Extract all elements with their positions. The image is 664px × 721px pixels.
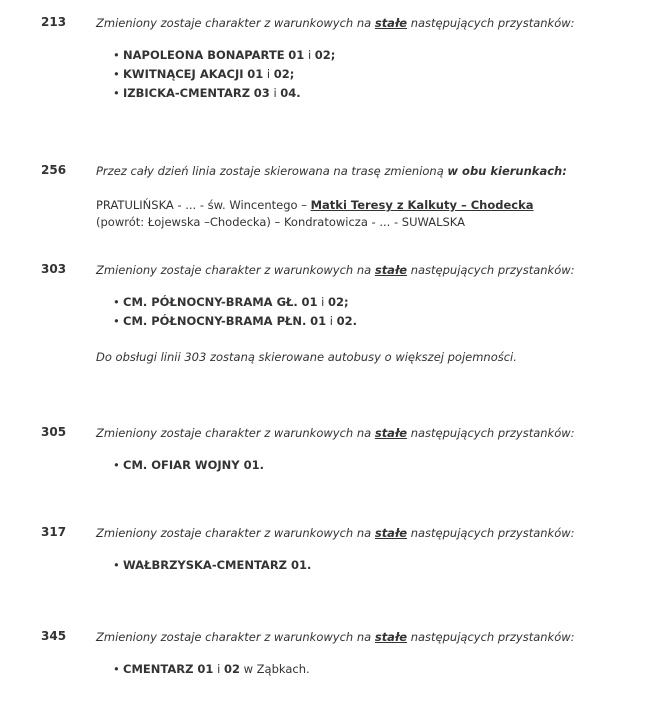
stale-word: stałe <box>374 526 408 540</box>
stop-list <box>96 456 636 475</box>
entry-intro: Zmieniony zostaje charakter z warunkowych na stałe następujących przystanków: <box>96 426 575 440</box>
entry-note: Do obsługi linii 303 zostaną skierowane autobusy o większej pojemności. <box>96 350 517 364</box>
entry-body <box>96 163 636 231</box>
stale-word: stałe <box>374 630 408 644</box>
entry-body <box>96 15 636 103</box>
entry-intro: Zmieniony zostaje charakter z warunkowych na stałe następujących przystanków: <box>96 16 575 30</box>
stop-list <box>96 556 636 575</box>
stop-list <box>96 46 636 103</box>
entry-intro: Zmieniony zostaje charakter z warunkowych na stałe następujących przystanków: <box>96 263 575 277</box>
line-number: 256 <box>41 163 67 177</box>
route-description: PRATULIŃSKA - ... - św. Wincentego – Matki Teresy z Kalkuty – Chodecka (powrót: Łojewska –Chodecka) – Kondratowicza - ... - SUWALSKA <box>96 198 534 229</box>
list-item: • KWITNĄCEJ AKACJI 01 i 02; <box>96 65 636 84</box>
entry-intro: Zmieniony zostaje charakter z warunkowych na stałe następujących przystanków: <box>96 526 575 540</box>
stop-list <box>96 293 636 331</box>
entry-body <box>96 425 636 475</box>
line-number: 317 <box>41 525 67 539</box>
list-item: • CM. PÓŁNOCNY-BRAMA GŁ. 01 i 02; <box>96 293 636 312</box>
entry-intro: Przez cały dzień linia zostaje skierowana na trasę zmienioną w obu kierunkach: <box>96 164 567 178</box>
line-number: 213 <box>41 15 67 29</box>
entry-body <box>96 629 636 679</box>
line-number: 305 <box>41 425 67 439</box>
list-item: • NAPOLEONA BONAPARTE 01 i 02; <box>96 46 636 65</box>
list-item: • CM. PÓŁNOCNY-BRAMA PŁN. 01 i 02. <box>96 312 636 331</box>
entry-body <box>96 525 636 575</box>
list-item: • IZBICKA-CMENTARZ 03 i 04. <box>96 84 636 103</box>
stop-list <box>96 660 636 679</box>
line-number: 345 <box>41 629 67 643</box>
list-item: • CM. OFIAR WOJNY 01. <box>96 456 636 475</box>
entry-intro: Zmieniony zostaje charakter z warunkowych na stałe następujących przystanków: <box>96 630 575 644</box>
list-item: • CMENTARZ 01 i 02 w Ząbkach. <box>96 660 636 679</box>
stale-word: stałe <box>374 16 408 30</box>
stale-word: stałe <box>374 426 408 440</box>
stale-word: stałe <box>374 263 408 277</box>
list-item: • WAŁBRZYSKA-CMENTARZ 01. <box>96 556 636 575</box>
entry-body <box>96 262 636 366</box>
line-number: 303 <box>41 262 67 276</box>
